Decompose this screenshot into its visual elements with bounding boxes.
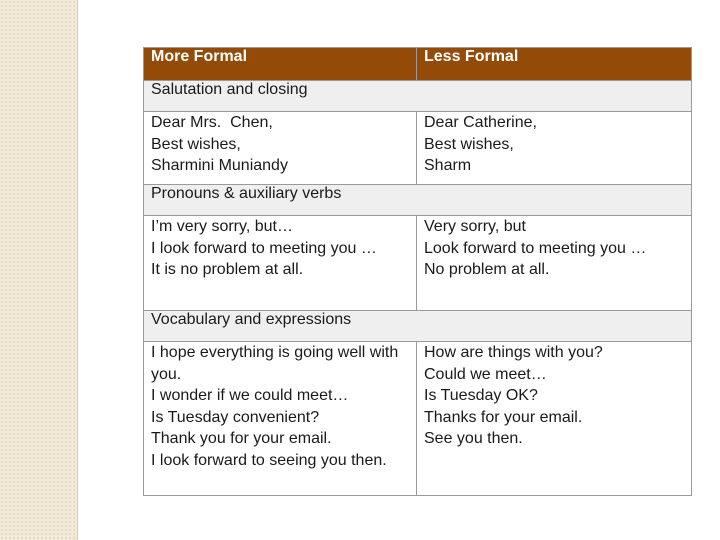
decorative-side-strip [0,0,78,540]
less-formal-cell [417,342,692,496]
table-row [144,216,692,311]
more-formal-cell [144,342,417,496]
section-row [144,185,692,216]
section-row [144,81,692,112]
example-line: Best wishes, [424,135,514,153]
example-line: Dear Mrs. Chen, [151,114,273,131]
example-line: Thank you for your email. [151,430,332,447]
example-line: I’m very sorry, but… [151,218,293,235]
example-line: I wonder if we could meet… [151,387,349,404]
header-row [144,48,692,81]
example-line: No problem at all. [424,261,550,278]
table-row [144,342,692,496]
example-line: Look forward to meeting you … [424,239,647,257]
section-row [144,311,692,342]
example-line: Very sorry, but [424,218,526,235]
header-less-formal: Less Formal [417,48,692,81]
example-line: Is Tuesday convenient? [151,408,320,426]
example-line: I look forward to seeing you then. [151,451,387,469]
example-line: Sharmini Muniandy [151,157,288,174]
example-line: Best wishes, [151,135,241,153]
example-line: Dear Catherine, [424,114,537,131]
example-line: It is no problem at all. [151,261,304,278]
example-line: Is Tuesday OK? [424,387,538,404]
formality-comparison-table [143,47,692,496]
more-formal-cell [144,216,417,311]
example-line: Sharm [424,157,472,174]
less-formal-cell [417,112,692,185]
example-line: Thanks for your email. [424,408,583,426]
section-title-pronouns: Pronouns & auxiliary verbs [144,185,692,216]
table-row [144,112,692,185]
example-line: See you then. [424,430,523,447]
example-line: Could we meet… [424,365,547,383]
header-more-formal: More Formal [144,48,417,81]
example-line: I look forward to meeting you … [151,239,377,257]
section-title-salutation: Salutation and closing [144,81,692,112]
example-line: I hope everything is going well with you. [151,344,399,383]
less-formal-cell [417,216,692,311]
section-title-vocabulary: Vocabulary and expressions [144,311,692,342]
more-formal-cell [144,112,417,185]
example-line: How are things with you? [424,344,603,361]
